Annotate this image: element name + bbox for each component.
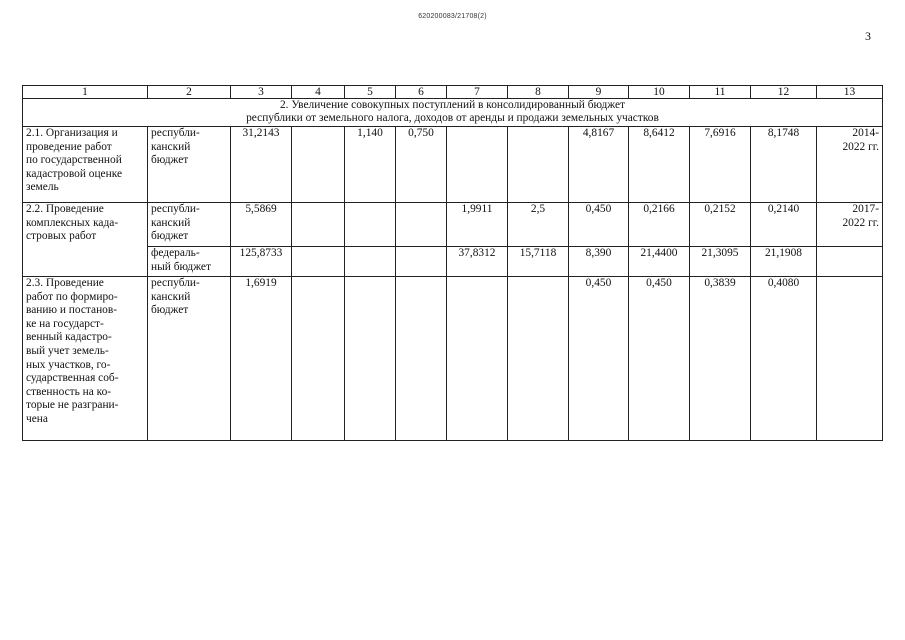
cell-line: венный кадастро-: [26, 331, 112, 344]
funding-source-cell: [148, 203, 231, 247]
value-cell: [508, 277, 569, 441]
value-cell: 1,140: [345, 127, 396, 203]
value-cell: [508, 127, 569, 203]
cell-line: комплексных када-: [26, 216, 119, 229]
value-cell: [447, 277, 508, 441]
column-number: 1: [23, 86, 148, 99]
column-number-row: [23, 86, 883, 99]
value-cell: 0,2166: [629, 203, 690, 247]
value-cell: 21,3095: [690, 247, 751, 277]
value-cell: [396, 247, 447, 277]
table-row: [23, 277, 883, 441]
cell-line: бюджет: [151, 304, 189, 317]
cell-line: республи-: [151, 277, 200, 289]
cell-line: торые не разграни-: [26, 399, 119, 412]
cell-line: чена: [26, 412, 48, 425]
value-cell: 8,390: [569, 247, 629, 277]
cell-line: ванию и постанов-: [26, 304, 118, 317]
cell-line: республи-: [151, 203, 200, 215]
value-cell: 21,1908: [751, 247, 817, 277]
value-cell: 8,1748: [751, 127, 817, 203]
cell-line: бюджет: [151, 154, 189, 167]
value-cell: 0,2140: [751, 203, 817, 247]
value-cell: 37,8312: [447, 247, 508, 277]
column-number: 2: [148, 86, 231, 99]
cell-line: земель: [26, 181, 59, 194]
column-number: 3: [231, 86, 292, 99]
value-cell: 1,6919: [231, 277, 292, 441]
document-id: 620200083/21708(2): [418, 13, 487, 20]
funding-source-cell: [148, 277, 231, 441]
value-cell: 0,4080: [751, 277, 817, 441]
cell-line: стровых работ: [26, 230, 97, 243]
value-cell: 125,8733: [231, 247, 292, 277]
section-heading-line: 2. Увеличение совокупных поступлений в консолидированный бюджет: [279, 99, 625, 111]
column-number: 13: [817, 86, 883, 99]
cell-line: канский: [151, 216, 191, 229]
activity-cell: [23, 127, 148, 203]
cell-line: федераль-: [151, 247, 200, 259]
cell-line: ных участков, го-: [26, 358, 111, 371]
cell-line: 2.1. Организация и: [26, 127, 118, 139]
section-heading-line: республики от земельного налога, доходов от аренды и продажи земельных участков: [246, 112, 659, 124]
cell-line: 2022 гг.: [842, 140, 879, 153]
value-cell: [292, 203, 345, 247]
cell-line: проведение работ: [26, 140, 112, 153]
value-cell: 31,2143: [231, 127, 292, 203]
column-number: 8: [508, 86, 569, 99]
cell-line: 2.2. Проведение: [26, 203, 104, 215]
column-number: 11: [690, 86, 751, 99]
value-cell: 0,750: [396, 127, 447, 203]
column-number: 9: [569, 86, 629, 99]
column-number: 10: [629, 86, 690, 99]
cell-line: сударственная соб-: [26, 372, 119, 385]
period-cell: [817, 127, 883, 203]
table-row: [23, 127, 883, 203]
table-row: [23, 203, 883, 247]
cell-line: бюджет: [151, 230, 189, 243]
value-cell: [292, 247, 345, 277]
period-cell: [817, 247, 883, 277]
value-cell: 0,450: [569, 203, 629, 247]
value-cell: [447, 127, 508, 203]
period-cell: [817, 277, 883, 441]
cell-line: вый учет земель-: [26, 344, 109, 357]
page-number: 3: [865, 29, 871, 43]
activity-cell: [23, 203, 148, 277]
value-cell: 8,6412: [629, 127, 690, 203]
table-row: [23, 247, 883, 277]
value-cell: 15,7118: [508, 247, 569, 277]
cell-line: 2017-: [852, 203, 879, 215]
cell-line: ный бюджет: [151, 260, 211, 273]
cell-line: кадастровой оценке: [26, 167, 123, 180]
cell-line: 2.3. Проведение: [26, 277, 104, 289]
value-cell: 7,6916: [690, 127, 751, 203]
value-cell: 5,5869: [231, 203, 292, 247]
value-cell: [292, 127, 345, 203]
column-number: 6: [396, 86, 447, 99]
value-cell: 0,3839: [690, 277, 751, 441]
cell-line: республи-: [151, 127, 200, 139]
value-cell: [345, 277, 396, 441]
cell-line: ственность на ко-: [26, 385, 112, 398]
activity-cell: [23, 277, 148, 441]
value-cell: 2,5: [508, 203, 569, 247]
value-cell: 1,9911: [447, 203, 508, 247]
funding-source-cell: [148, 127, 231, 203]
value-cell: [345, 203, 396, 247]
value-cell: 0,450: [569, 277, 629, 441]
value-cell: [396, 277, 447, 441]
cell-line: по государственной: [26, 154, 122, 167]
cell-line: ке на государст-: [26, 317, 104, 330]
cell-line: работ по формиро-: [26, 290, 118, 303]
value-cell: 0,2152: [690, 203, 751, 247]
value-cell: 0,450: [629, 277, 690, 441]
budget-table: [22, 85, 883, 441]
period-cell: [817, 203, 883, 247]
value-cell: 21,4400: [629, 247, 690, 277]
value-cell: [292, 277, 345, 441]
cell-line: канский: [151, 140, 191, 153]
value-cell: 4,8167: [569, 127, 629, 203]
section-heading-row: [23, 99, 883, 127]
column-number: 7: [447, 86, 508, 99]
value-cell: [345, 247, 396, 277]
column-number: 5: [345, 86, 396, 99]
funding-source-cell: [148, 247, 231, 277]
column-number: 12: [751, 86, 817, 99]
cell-line: 2022 гг.: [842, 216, 879, 229]
value-cell: [396, 203, 447, 247]
section-heading: [23, 99, 883, 127]
column-number: 4: [292, 86, 345, 99]
cell-line: канский: [151, 290, 191, 303]
cell-line: 2014-: [852, 127, 879, 139]
